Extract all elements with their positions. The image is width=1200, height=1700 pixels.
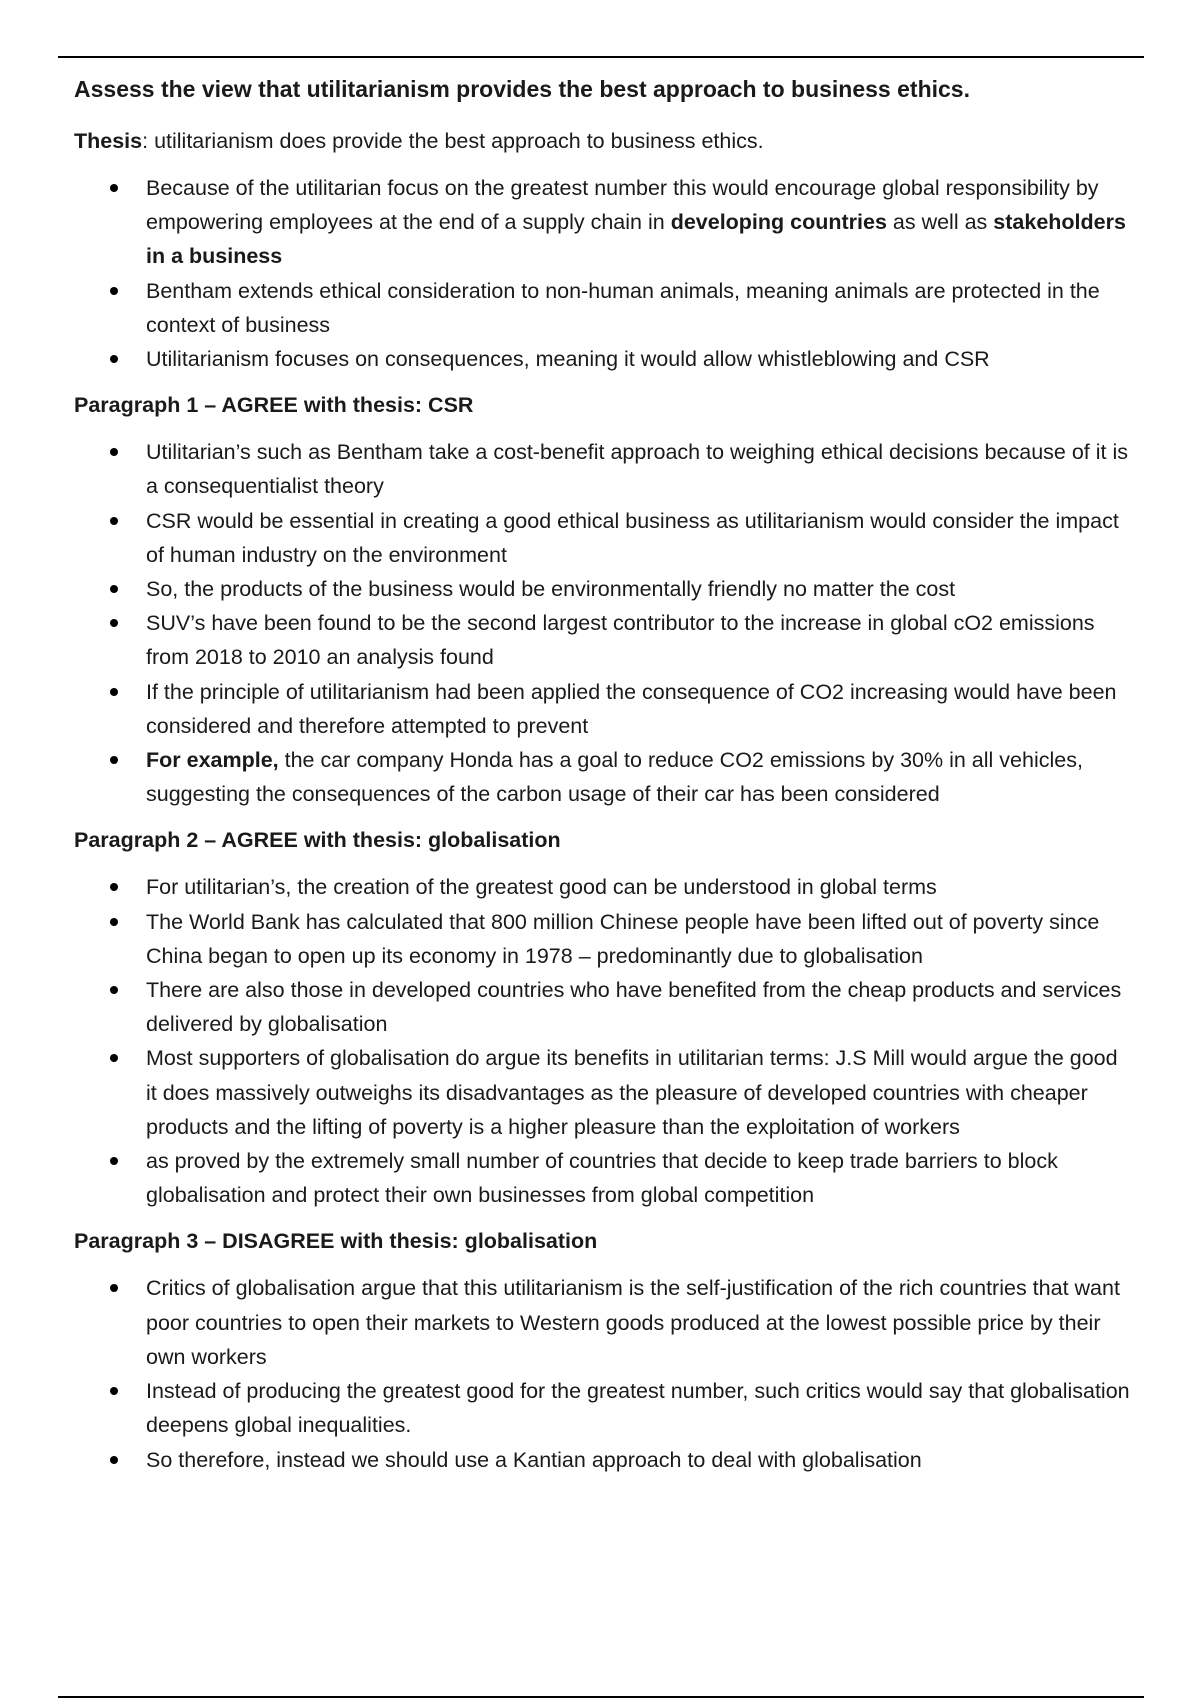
list-item: SUV’s have been found to be the second largest contributor to the increase in global cO2 emissions from 2018 to 2010 an analysis found [74,606,1134,674]
thesis-text: : utilitarianism does provide the best approach to business ethics. [142,129,764,153]
list-item: So, the products of the business would be environmentally friendly no matter the cost [74,572,1134,606]
list-item: Critics of globalisation argue that this utilitarianism is the self-justification of the rich countries that want poor countries to open their markets to Western goods produced at the lowest possible price by their own workers [74,1271,1134,1374]
paragraph-3-list [74,1271,1134,1476]
list-item: Utilitarianism focuses on consequences, meaning it would allow whistleblowing and CSR [74,342,1134,376]
paragraph-2-list [74,870,1134,1212]
paragraph-1-heading: Paragraph 1 – AGREE with thesis: CSR [74,393,474,418]
list-item: If the principle of utilitarianism had been applied the consequence of CO2 increasing would have been considered and therefore attempted to prevent [74,675,1134,743]
bottom-rule [58,1696,1144,1698]
list-item-text: Because of the utilitarian focus on the greatest number this would encourage global responsibility by empowering employees at the end of a supply chain in [146,176,1099,235]
thesis-line [74,124,1134,158]
document-title: Assess the view that utilitarianism provides the best approach to business ethics. [74,76,970,102]
paragraph-3-heading: Paragraph 3 – DISAGREE with thesis: globalisation [74,1229,598,1254]
list-item-bold: stakeholders in a business [146,210,1126,269]
list-item: Most supporters of globalisation do argue its benefits in utilitarian terms: J.S Mill would argue the good it does massively outweighs its disadvantages as the pleasure of developed countries with cheaper products and the lifting of poverty is a higher pleasure than the exploitation of workers [74,1041,1134,1144]
paragraph-1-list [74,435,1134,811]
list-item-bold: For example, [146,748,279,773]
paragraph-2-heading: Paragraph 2 – AGREE with thesis: globalisation [74,828,561,853]
top-rule [58,56,1144,58]
document-body [74,72,1134,1489]
list-item: Utilitarian’s such as Bentham take a cost-benefit approach to weighing ethical decisions because of it is a consequentialist theory [74,435,1134,503]
list-item-text: as well as [886,210,994,235]
list-item: So therefore, instead we should use a Kantian approach to deal with globalisation [74,1443,1134,1477]
list-item-text: the car company Honda has a goal to reduce CO2 emissions by 30% in all vehicles, suggesting the consequences of the carbon usage of their car has been considered [146,748,1083,807]
list-item: The World Bank has calculated that 800 million Chinese people have been lifted out of poverty since China began to open up its economy in 1978 – predominantly due to globalisation [74,905,1134,973]
list-item: There are also those in developed countries who have benefited from the cheap products and services delivered by globalisation [74,973,1134,1041]
list-item: as proved by the extremely small number of countries that decide to keep trade barriers to block globalisation and protect their own businesses from global competition [74,1144,1134,1212]
list-item: Instead of producing the greatest good for the greatest number, such critics would say that globalisation deepens global inequalities. [74,1374,1134,1442]
list-item-bold: developing countries [670,210,887,235]
list-item [74,743,1134,811]
list-item [74,171,1134,274]
thesis-list [74,171,1134,376]
list-item: For utilitarian’s, the creation of the greatest good can be understood in global terms [74,870,1134,904]
thesis-label: Thesis [74,129,143,153]
list-item: CSR would be essential in creating a good ethical business as utilitarianism would consider the impact of human industry on the environment [74,504,1134,572]
list-item: Bentham extends ethical consideration to non-human animals, meaning animals are protected in the context of business [74,274,1134,342]
